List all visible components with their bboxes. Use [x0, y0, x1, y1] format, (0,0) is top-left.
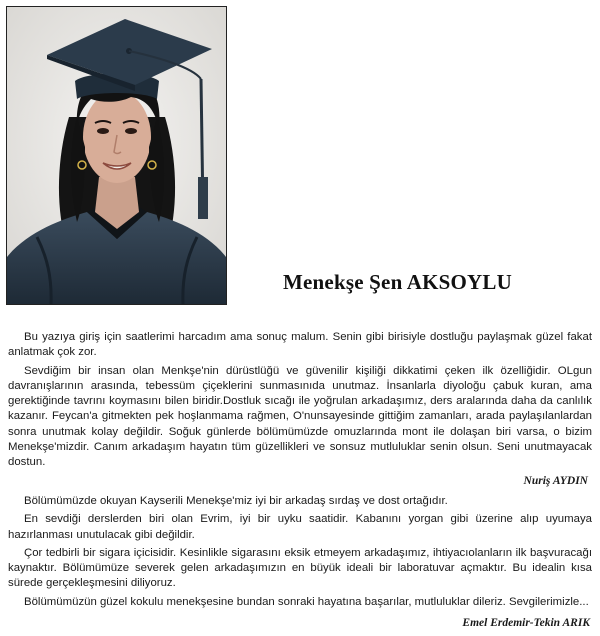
signature-second: Emel Erdemir-Tekin ARIK: [462, 617, 590, 629]
paragraph-favorite-lesson: En sevdiği derslerden biri olan Evrim, iyi bir uyku saatidir. Kabanını yorgan gibi üzerine alıp uyumaya hazırlanması unutulacak gibi değildir.: [8, 513, 592, 541]
paragraph-intro: Bu yazıya giriş için saatlerimi harcadım ama sonuç malum. Senin gibi birisiyle dostluğu paylaşmak güzel fakat anlatmak çok zor.: [8, 331, 592, 359]
tribute-text: [8, 330, 592, 613]
student-name: Menekşe Şen AKSOYLU: [283, 270, 512, 294]
graduation-portrait-photo: [6, 6, 227, 305]
paragraph-department: Bölümümüzde okuyan Kayserili Menekşe'miz iyi bir arkadaş sırdaş ve dost ortağıdır.: [24, 494, 448, 507]
signature-first: Nuriş AYDIN: [523, 474, 588, 487]
paragraph-ideal: Çor tedbirli bir sigara içicisidir. Kesinlikle sigarasını eksik etmeyem arkadaşımız, ihtiyacıolanların ilk başvuracağı kaynaktır. Bölümümüze severek gelen arkadaşımızın en büyük ideali bir laboratuvar açmaktır. Bu idealin kısa sürede gerçekleşmesini diliyoruz.: [8, 546, 592, 590]
paragraph-friendship: Sevdiğim bir insan olan Menkşe'nin dürüstlüğü ve güvenilir kişiliği dikkatimi çeken ilk özelliğidir. OLgun davranışlarının arasında, tebessüm çiçeklerini sunmasınıda unutmaz. İnsanlarla diyoloğu çabuk kuran, ama gerektiğinde tavrını koymasını bilen biridir.Dostluk sıcağı ile yoğrulan arkadaşımız, ders aralarında daha da canlılık kazanır. Feycan'a gitmekten pek hoşlanmama rağmen, O'nunsayesinde gittiğim zamanları, arada paylaşılanlardan sonra unutmak kolay değildir. Soğuk günlerde bölümümüzde omuzlarında mont ile dolaşan biri varsa, o bizim Menekşe'mizdir. Canım arkadaşım hayatın tüm güzellikleri ve sonsuz mutluluklar senin olsun. Seni unutmayacak dostun.: [8, 364, 592, 469]
paragraph-wishes: Bölümümüzün güzel kokulu menekşesine bundan sonraki hayatına başarılar, mutluluklar dileriz. Sevgilerimizle...: [24, 595, 589, 608]
